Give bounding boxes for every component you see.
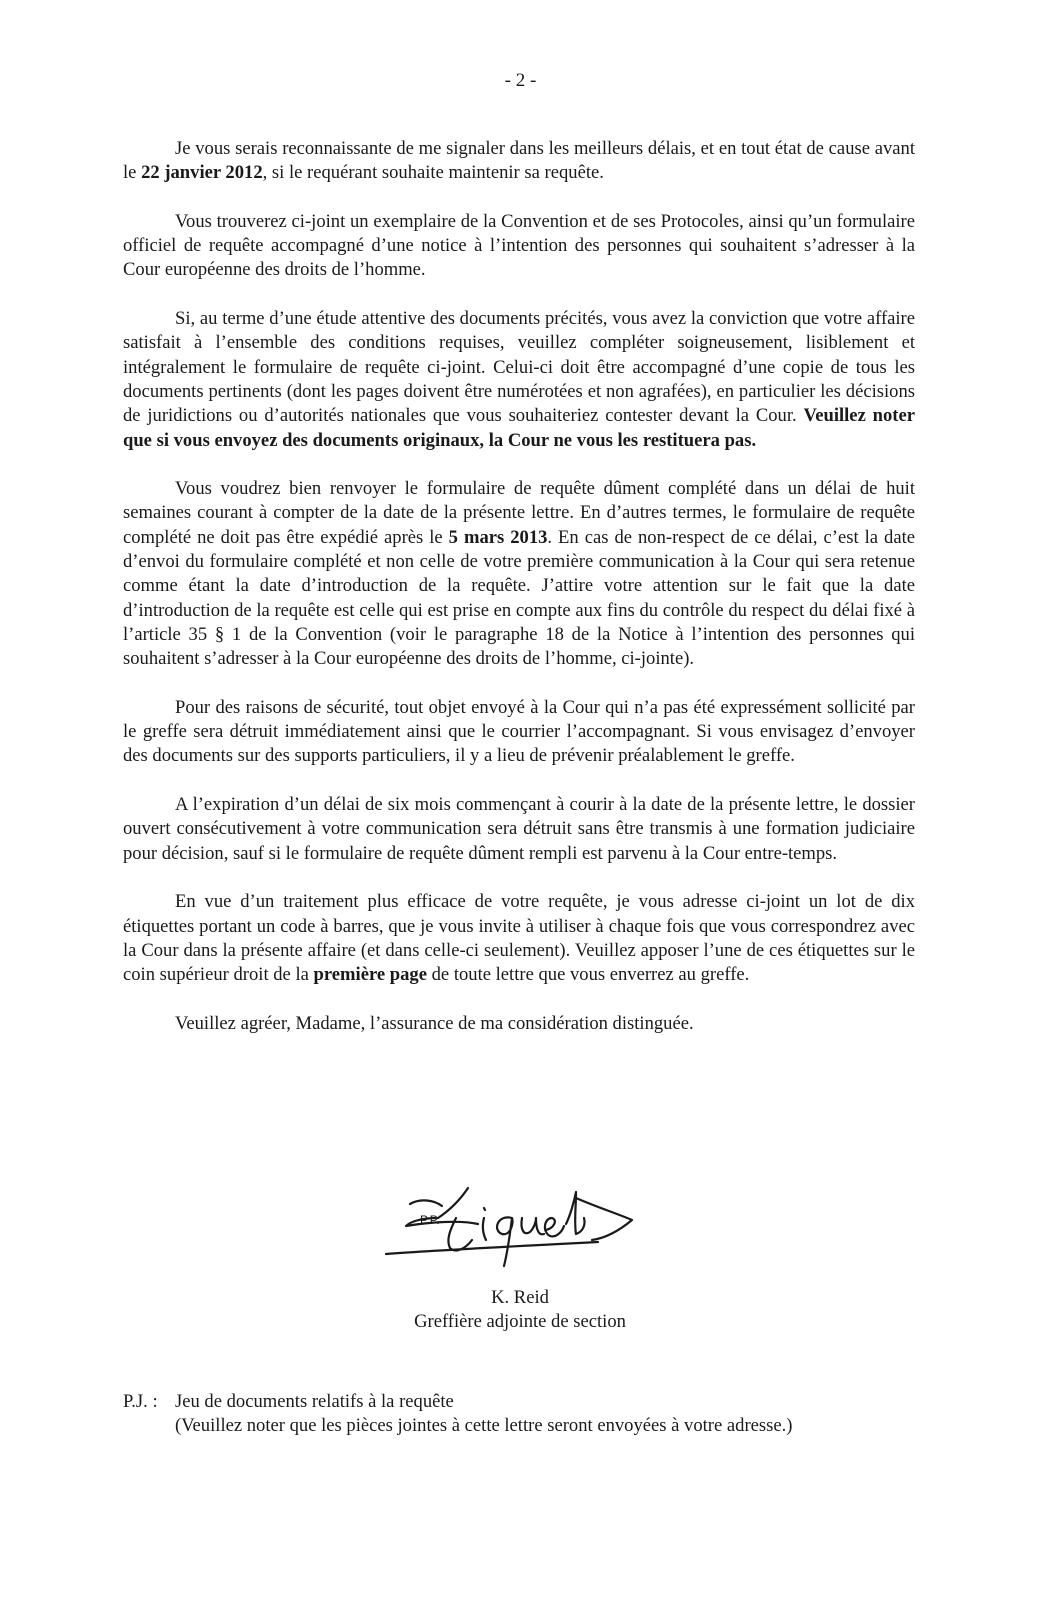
paragraph-text: Si, au terme d’une étude attentive des documents précités, vous avez la conviction que votre affaire satisfait à l’ensemble des conditions requises, veuillez compléter soigneusement, lisiblement et intégralement le formulaire de requête ci-joint. Celui-ci doit être accompagné d’une copie de tous les documents pertinents (dont les pages doivent être numérotées et non agrafées), en particulier les décisions de juridictions ou d’autorités nationales que vous souhaiteriez contester devant la Cour.	[123, 308, 915, 427]
deadline-date: 22 janvier 2012	[141, 162, 263, 184]
paragraph-deadline	[123, 137, 915, 186]
first-page-emphasis: première page	[313, 964, 427, 986]
closing-formula: Veuillez agréer, Madame, l’assurance de ma considération distinguée.	[175, 1012, 694, 1034]
handwritten-signature	[380, 1178, 650, 1273]
paragraph-text: En vue d’un traitement plus efficace de votre requête, je vous adresse ci-joint un lot de dix étiquettes portant un code à barres, que je vous invite à utiliser à chaque fois que vous correspondrez avec la Cour dans la présente affaire (et dans celle-ci seulement). Veuillez apposer l’une de ces étiquettes sur le coin supérieur droit de la	[123, 891, 915, 986]
pp-mark: P.P.	[420, 1213, 440, 1227]
paragraph-text: Je vous serais reconnaissante de me signaler dans les meilleurs délais, et en tout état de cause avant le	[123, 138, 915, 184]
originals-warning: Veuillez noter que si vous envoyez des documents originaux, la Cour ne vous les restituera pas.	[123, 405, 915, 451]
signer-block	[370, 1286, 670, 1335]
enclosure-line: Jeu de documents relatifs à la requête	[175, 1391, 454, 1412]
paragraph-text: A l’expiration d’un délai de six mois commençant à courir à la date de la présente lettre, le dossier ouvert consécutivement à votre communication sera détruit sans être transmis à une formation judiciaire pour décision, sauf si le formulaire de requête dûment rempli est parvenu à la Cour entre-temps.	[123, 794, 915, 864]
paragraph-text: , si le requérant souhaite maintenir sa requête.	[262, 162, 604, 184]
paragraph-submission-deadline	[123, 477, 915, 671]
letter-body	[123, 137, 915, 1036]
page-number: - 2 -	[504, 70, 537, 91]
paragraph-security	[123, 696, 915, 769]
signer-name: K. Reid	[491, 1287, 549, 1308]
paragraph-form-instructions	[123, 307, 915, 453]
paragraph-text: Vous trouverez ci-joint un exemplaire de la Convention et de ses Protocoles, ainsi qu’un formulaire officiel de requête accompagné d’une notice à l’intention des personnes qui souhaitent s’adresser à la Cour européenne des droits de l’homme.	[123, 210, 915, 281]
submission-date: 5 mars 2013	[448, 526, 548, 548]
paragraph-enclosed-convention	[123, 210, 915, 283]
paragraph-file-destruction	[123, 793, 915, 866]
paragraph-text: Vous voudrez bien renvoyer le formulaire de requête dûment complété dans un délai de huit semaines courant à compter de la date de la présente lettre. En d’autres termes, le formulaire de requête complété ne doit pas être expédié après le	[123, 478, 915, 548]
enclosures-label: P.J. :	[123, 1391, 158, 1412]
enclosure-note: (Veuillez noter que les pièces jointes à cette lettre seront envoyées à votre adresse.)	[175, 1415, 793, 1437]
paragraph-text: . En cas de non-respect de ce délai, c’est la date d’envoi du formulaire complété et non celle de votre première communication à la Cour qui sera retenue comme étant la date d’introduction de la requête. J’attire votre attention sur le fait que la date d’introduction de la requête est celle qui est prise en compte aux fins du contrôle du respect du délai fixé à l’article 35 § 1 de la Convention (voir le paragraphe 18 de la Notice à l’intention des personnes qui souhaitent s’adresser à la Cour européenne des droits de l’homme, ci-jointe).	[123, 526, 915, 670]
enclosures-list	[175, 1390, 915, 1439]
paragraph-text: Pour des raisons de sécurité, tout objet envoyé à la Cour qui n’a pas été expressément sollicité par le greffe sera détruit immédiatement ainsi que le courrier l’accompagnant. Si vous envisagez d’envoyer des documents sur des supports particuliers, il y a lieu de prévenir préalablement le greffe.	[123, 696, 915, 767]
signature-icon	[380, 1178, 650, 1273]
paragraph-text: de toute lettre que vous enverrez au greffe.	[426, 964, 750, 986]
signer-title: Greffière adjointe de section	[414, 1311, 626, 1333]
paragraph-barcode-labels	[123, 890, 915, 987]
